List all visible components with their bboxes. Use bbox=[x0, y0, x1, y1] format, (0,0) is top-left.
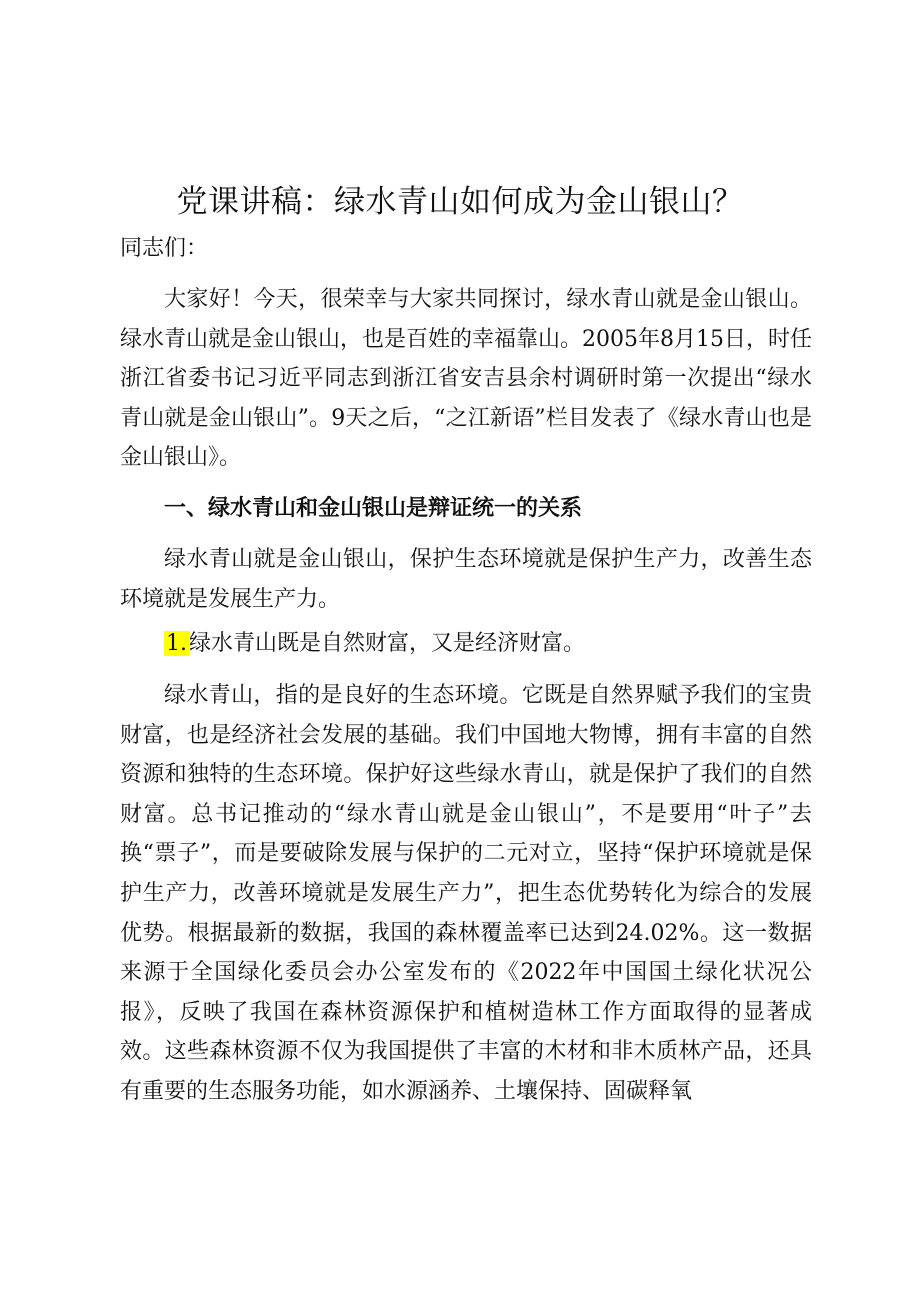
subsection-number: 1. bbox=[166, 631, 187, 656]
subsection-heading bbox=[164, 627, 585, 661]
section-heading: 一、绿水青山和金山银山是辩证统一的关系 bbox=[164, 496, 583, 521]
subsection-title: 绿水青山既是自然财富，又是经济财富。 bbox=[189, 631, 586, 656]
document-title: 党课讲稿：绿水青山如何成为金山银山？ bbox=[176, 184, 744, 220]
section-paragraph: 绿水青山就是金山银山，保护生态环境就是保护生产力，改善生态环境就是发展生产力。 bbox=[120, 547, 812, 612]
salutation: 同志们： bbox=[120, 236, 209, 261]
intro-paragraph: 大家好！今天，很荣幸与大家共同探讨，绿水青山就是金山银山。绿水青山就是金山银山，也是百姓的幸福靠山。2005年8月15日，时任浙江省委书记习近平同志到浙江省安吉县余村调研时第一次提出“绿水青山就是金山银山”。9天之后，“之江新语”栏目发表了《绿水青山也是金山银山》。 bbox=[120, 287, 812, 471]
body-paragraph: 绿水青山，指的是良好的生态环境。它既是自然界赋予我们的宝贵财富，也是经济社会发展的基础。我们中国地大物博，拥有丰富的自然资源和独特的生态环境。保护好这些绿水青山，就是保护了我们的自然财富。总书记推动的“绿水青山就是金山银山”，不是要用“叶子”去换“票子”，而是要破除发展与保护的二元对立，坚持“保护环境就是保护生产力，改善环境就是发展生产力”，把生态优势转化为综合的发展优势。根据最新的数据，我国的森林覆盖率已达到24.02%。这一数据来源于全国绿化委员会办公室发布的《2022年中国国土绿化状况公报》，反映了我国在森林资源保护和植树造林工作方面取得的显著成效。这些森林资源不仅为我国提供了丰富的木材和非木质林产品，还具有重要的生态服务功能，如水源涵养、土壤保持、固碳释氧 bbox=[120, 683, 812, 1104]
